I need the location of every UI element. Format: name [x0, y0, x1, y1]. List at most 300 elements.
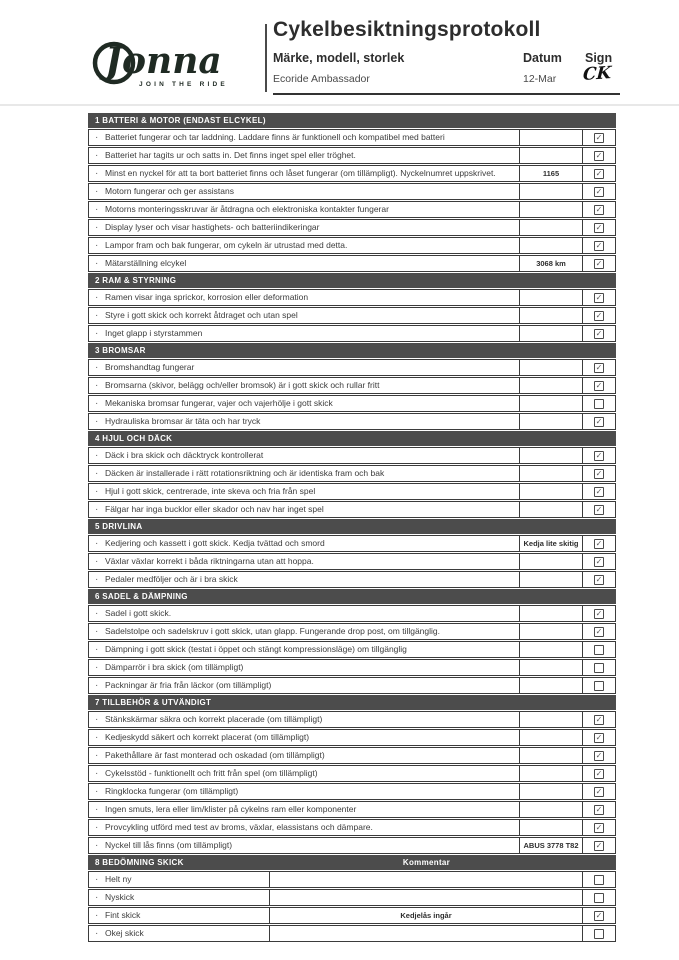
- checkbox-checked[interactable]: [594, 417, 604, 427]
- row-description: Batteriet har tagits ur och satts in. Det finns inget spel eller tröghet.: [105, 150, 356, 160]
- row-checkbox-cell: [582, 926, 615, 941]
- checkmark-icon: ✓: [595, 608, 603, 618]
- row-description-cell: [89, 606, 519, 621]
- row-checkbox-cell: [582, 184, 615, 199]
- row-comment: [519, 220, 582, 235]
- row-comment: [519, 730, 582, 745]
- section-header: [88, 343, 616, 358]
- checkmark-icon: ✓: [595, 416, 603, 426]
- checkbox-checked[interactable]: [594, 329, 604, 339]
- row-checkbox-cell: [582, 396, 615, 411]
- bullet-icon: ·: [95, 608, 99, 619]
- row-comment: [519, 448, 582, 463]
- checkmark-icon: ✓: [595, 804, 603, 814]
- row-description-cell: [89, 872, 269, 887]
- checkmark-icon: ✓: [595, 556, 603, 566]
- row-description: Lampor fram och bak fungerar, om cykeln är utrustad med detta.: [105, 240, 348, 250]
- bullet-icon: ·: [95, 928, 99, 939]
- checkbox-checked[interactable]: [594, 627, 604, 637]
- checklist-row: [88, 147, 616, 164]
- checkbox-checked[interactable]: [594, 151, 604, 161]
- row-description: Däck i bra skick och däcktryck kontrollerat: [105, 450, 264, 460]
- row-description-cell: [89, 572, 519, 587]
- checkbox-checked[interactable]: [594, 787, 604, 797]
- row-checkbox-cell: [582, 308, 615, 323]
- checkmark-icon: ✓: [595, 186, 603, 196]
- brand-model-value: Ecoride Ambassador: [273, 73, 370, 85]
- bullet-icon: ·: [95, 822, 99, 833]
- checklist-row: [88, 413, 616, 430]
- checkbox-unchecked[interactable]: [594, 875, 604, 885]
- checkbox-checked[interactable]: [594, 241, 604, 251]
- date-label: Datum: [523, 51, 562, 65]
- bullet-icon: ·: [95, 626, 99, 637]
- row-checkbox-cell: [582, 872, 615, 887]
- row-comment: 3068 km: [519, 256, 582, 271]
- row-checkbox-cell: [582, 784, 615, 799]
- checkmark-icon: ✓: [595, 768, 603, 778]
- row-description: Provcykling utförd med test av broms, växlar, elassistans och dämpare.: [105, 822, 373, 832]
- row-description: Minst en nyckel för att ta bort batteriet finns och låset fungerar (om tillämpligt). Nyckelnumret uppskrivet.: [105, 168, 496, 178]
- section-header: [88, 113, 616, 128]
- row-description-cell: [89, 838, 519, 853]
- checklist-row: [88, 483, 616, 500]
- row-description-cell: [89, 326, 519, 341]
- logo-text: Jonna: [105, 40, 222, 82]
- header-divider: [265, 24, 267, 92]
- checklist-row: [88, 925, 616, 942]
- checkmark-icon: ✓: [595, 750, 603, 760]
- checklist-row: [88, 165, 616, 182]
- row-description: Mekaniska bromsar fungerar, vajer och vajerhölje i gott skick: [105, 398, 333, 408]
- checkbox-checked[interactable]: [594, 823, 604, 833]
- checklist-row: [88, 801, 616, 818]
- section-title: 1 BATTERI & MOTOR (ENDAST ELCYKEL): [95, 116, 266, 125]
- bullet-icon: ·: [95, 150, 99, 161]
- row-description-cell: [89, 256, 519, 271]
- row-description-cell: [89, 748, 519, 763]
- row-comment: [519, 748, 582, 763]
- checklist-row: [88, 395, 616, 412]
- row-comment: [519, 360, 582, 375]
- brand-logo: [92, 22, 264, 92]
- checkmark-icon: ✓: [595, 380, 603, 390]
- row-comment: [519, 502, 582, 517]
- signature: CK: [582, 62, 612, 86]
- row-description: Cykelsstöd - funktionellt och fritt från spel (om tillämpligt): [105, 768, 318, 778]
- checkbox-checked[interactable]: [594, 733, 604, 743]
- row-description: Sadel i gott skick.: [105, 608, 172, 618]
- row-description-cell: [89, 890, 269, 905]
- row-description-cell: [89, 184, 519, 199]
- checkmark-icon: ✓: [595, 168, 603, 178]
- checkbox-checked[interactable]: [594, 557, 604, 567]
- jonna-logo-icon: [92, 22, 264, 92]
- checklist-row: [88, 307, 616, 324]
- row-checkbox-cell: [582, 624, 615, 639]
- row-description-cell: [89, 660, 519, 675]
- checklist-row: [88, 889, 616, 906]
- row-checkbox-cell: [582, 554, 615, 569]
- row-checkbox-cell: [582, 502, 615, 517]
- row-comment: [519, 784, 582, 799]
- checklist-row: [88, 571, 616, 588]
- row-checkbox-cell: [582, 484, 615, 499]
- checkmark-icon: ✓: [595, 486, 603, 496]
- checklist-row: [88, 325, 616, 342]
- checklist-row: [88, 183, 616, 200]
- checklist-row: [88, 765, 616, 782]
- bullet-icon: ·: [95, 768, 99, 779]
- row-checkbox-cell: [582, 802, 615, 817]
- checkmark-icon: ✓: [595, 840, 603, 850]
- row-description-cell: [89, 820, 519, 835]
- checklist-row: [88, 219, 616, 236]
- checkmark-icon: ✓: [595, 292, 603, 302]
- row-description: Ringklocka fungerar (om tillämpligt): [105, 786, 239, 796]
- row-checkbox-cell: [582, 256, 615, 271]
- row-description-cell: [89, 378, 519, 393]
- row-description-cell: [89, 678, 519, 693]
- bullet-icon: ·: [95, 910, 99, 921]
- checkmark-icon: ✓: [595, 222, 603, 232]
- section-title: 2 RAM & STYRNING: [95, 276, 177, 285]
- bullet-icon: ·: [95, 398, 99, 409]
- checkbox-unchecked[interactable]: [594, 663, 604, 673]
- row-checkbox-cell: [582, 766, 615, 781]
- checkmark-icon: ✓: [595, 822, 603, 832]
- row-checkbox-cell: [582, 448, 615, 463]
- checklist-row: [88, 447, 616, 464]
- bullet-icon: ·: [95, 840, 99, 851]
- checkbox-checked[interactable]: [594, 381, 604, 391]
- row-description: Däcken är installerade i rätt rotationsriktning och är identiska fram och bak: [105, 468, 385, 478]
- row-checkbox-cell: [582, 838, 615, 853]
- row-description: Helt ny: [105, 874, 132, 884]
- checkmark-icon: ✓: [595, 362, 603, 372]
- row-description-cell: [89, 926, 269, 941]
- section-header: [88, 855, 616, 870]
- row-comment: [519, 484, 582, 499]
- checkbox-unchecked[interactable]: [594, 893, 604, 903]
- checkbox-checked[interactable]: [594, 751, 604, 761]
- row-comment: [519, 148, 582, 163]
- row-description: Fint skick: [105, 910, 141, 920]
- row-checkbox-cell: [582, 466, 615, 481]
- bullet-icon: ·: [95, 680, 99, 691]
- checkmark-icon: ✓: [595, 328, 603, 338]
- bullet-icon: ·: [95, 714, 99, 725]
- logo-tagline: JOIN THE RIDE: [139, 81, 228, 88]
- checkbox-checked[interactable]: [594, 487, 604, 497]
- bullet-icon: ·: [95, 258, 99, 269]
- row-description-cell: [89, 130, 519, 145]
- row-comment: [519, 202, 582, 217]
- checklist-row: [88, 255, 616, 272]
- checklist-row: [88, 711, 616, 728]
- date-value: 12-Mar: [523, 73, 557, 85]
- checkmark-icon: ✓: [595, 240, 603, 250]
- row-comment: [269, 890, 582, 905]
- checkmark-icon: ✓: [595, 310, 603, 320]
- checkmark-icon: ✓: [595, 714, 603, 724]
- row-comment: [519, 820, 582, 835]
- row-comment: [519, 572, 582, 587]
- row-checkbox-cell: [582, 378, 615, 393]
- row-checkbox-cell: [582, 220, 615, 235]
- row-comment: [519, 678, 582, 693]
- row-comment: [519, 414, 582, 429]
- row-checkbox-cell: [582, 414, 615, 429]
- row-description: Motorn fungerar och ger assistans: [105, 186, 234, 196]
- row-comment: [519, 396, 582, 411]
- checkbox-checked[interactable]: [594, 805, 604, 815]
- row-comment: [519, 308, 582, 323]
- row-checkbox-cell: [582, 326, 615, 341]
- row-comment: [519, 802, 582, 817]
- section-title: 5 DRIVLINA: [95, 522, 143, 531]
- row-comment: [519, 606, 582, 621]
- section-header: [88, 431, 616, 446]
- row-comment: [519, 238, 582, 253]
- bullet-icon: ·: [95, 362, 99, 373]
- checkbox-checked[interactable]: [594, 223, 604, 233]
- bullet-icon: ·: [95, 504, 99, 515]
- row-comment: [519, 378, 582, 393]
- row-comment: [519, 326, 582, 341]
- bullet-icon: ·: [95, 486, 99, 497]
- checklist-row: [88, 623, 616, 640]
- checkbox-checked[interactable]: [594, 363, 604, 373]
- row-checkbox-cell: [582, 148, 615, 163]
- bullet-icon: ·: [95, 804, 99, 815]
- row-comment: [519, 712, 582, 727]
- row-comment: [519, 624, 582, 639]
- row-description: Motorns monteringsskruvar är åtdragna och elektroniska kontakter fungerar: [105, 204, 389, 214]
- row-comment: [519, 130, 582, 145]
- checkmark-icon: ✓: [595, 204, 603, 214]
- row-description-cell: [89, 448, 519, 463]
- checklist-row: [88, 377, 616, 394]
- row-description-cell: [89, 290, 519, 305]
- section-title: 3 BROMSAR: [95, 346, 146, 355]
- page-title: Cykelbesiktningsprotokoll: [273, 18, 541, 41]
- row-checkbox-cell: [582, 536, 615, 551]
- checkbox-checked[interactable]: [594, 911, 604, 921]
- row-comment: [519, 766, 582, 781]
- bullet-icon: ·: [95, 538, 99, 549]
- checklist-row: [88, 605, 616, 622]
- row-description: Bromshandtag fungerar: [105, 362, 195, 372]
- row-comment: [519, 184, 582, 199]
- row-description: Kedjering och kassett i gott skick. Kedja tvättad och smord: [105, 538, 325, 548]
- checkbox-checked[interactable]: [594, 187, 604, 197]
- row-checkbox-cell: [582, 202, 615, 217]
- row-description-cell: [89, 802, 519, 817]
- row-description-cell: [89, 414, 519, 429]
- checkbox-checked[interactable]: [594, 505, 604, 515]
- checkmark-icon: ✓: [595, 258, 603, 268]
- row-description-cell: [89, 536, 519, 551]
- checkbox-checked[interactable]: [594, 575, 604, 585]
- row-comment: [519, 466, 582, 481]
- bullet-icon: ·: [95, 186, 99, 197]
- section-title: 7 TILLBEHÖR & UTVÄNDIGT: [95, 698, 212, 707]
- row-comment: [519, 290, 582, 305]
- row-comment: [269, 872, 582, 887]
- checkbox-unchecked[interactable]: [594, 681, 604, 691]
- row-description: Inget glapp i styrstammen: [105, 328, 203, 338]
- checkbox-checked[interactable]: [594, 539, 604, 549]
- checkbox-unchecked[interactable]: [594, 645, 604, 655]
- row-description: Pakethållare är fast monterad och oskadad (om tillämpligt): [105, 750, 325, 760]
- row-description: Dämparrör i bra skick (om tillämpligt): [105, 662, 244, 672]
- section-header: [88, 695, 616, 710]
- checkbox-checked[interactable]: [594, 133, 604, 143]
- row-comment: [519, 660, 582, 675]
- row-description: Bromsarna (skivor, belägg och/eller bromsok) är i gott skick och rullar fritt: [105, 380, 380, 390]
- checkbox-checked[interactable]: [594, 293, 604, 303]
- row-description-cell: [89, 308, 519, 323]
- row-checkbox-cell: [582, 238, 615, 253]
- bullet-icon: ·: [95, 450, 99, 461]
- row-description-cell: [89, 908, 269, 923]
- bullet-icon: ·: [95, 310, 99, 321]
- row-checkbox-cell: [582, 130, 615, 145]
- row-description-cell: [89, 554, 519, 569]
- row-description: Nyskick: [105, 892, 135, 902]
- checklist-row: [88, 465, 616, 482]
- checkbox-unchecked[interactable]: [594, 399, 604, 409]
- sign-label: Sign: [585, 51, 613, 65]
- section-header: [88, 519, 616, 534]
- bullet-icon: ·: [95, 204, 99, 215]
- row-description-cell: [89, 784, 519, 799]
- row-comment: ABUS 3778 T82: [519, 838, 582, 853]
- checkmark-icon: ✓: [595, 538, 603, 548]
- checkbox-checked[interactable]: [594, 841, 604, 851]
- section-title: 4 HJUL OCH DÄCK: [95, 434, 173, 443]
- row-checkbox-cell: [582, 166, 615, 181]
- bullet-icon: ·: [95, 380, 99, 391]
- checkbox-checked[interactable]: [594, 205, 604, 215]
- row-checkbox-cell: [582, 660, 615, 675]
- row-comment: [269, 926, 582, 941]
- row-checkbox-cell: [582, 360, 615, 375]
- checkbox-checked[interactable]: [594, 311, 604, 321]
- row-checkbox-cell: [582, 712, 615, 727]
- row-description-cell: [89, 396, 519, 411]
- comment-column-header: Kommentar: [402, 858, 451, 867]
- bullet-icon: ·: [95, 468, 99, 479]
- checkbox-checked[interactable]: [594, 609, 604, 619]
- checklist-row: [88, 837, 616, 854]
- header-rule: [273, 93, 620, 95]
- bullet-icon: ·: [95, 292, 99, 303]
- checkmark-icon: ✓: [595, 132, 603, 142]
- row-comment: [519, 642, 582, 657]
- checklist-row: [88, 501, 616, 518]
- row-description-cell: [89, 712, 519, 727]
- checkmark-icon: ✓: [595, 910, 603, 920]
- row-description: Mätarställning elcykel: [105, 258, 187, 268]
- checkbox-checked[interactable]: [594, 469, 604, 479]
- section-title: 6 SADEL & DÄMPNING: [95, 592, 188, 601]
- row-description: Styre i gott skick och korrekt åtdraget och utan spel: [105, 310, 298, 320]
- checklist-row: [88, 747, 616, 764]
- bullet-icon: ·: [95, 222, 99, 233]
- row-description: Okej skick: [105, 928, 144, 938]
- row-description: Fälgar har inga bucklor eller skador och nav har inget spel: [105, 504, 324, 514]
- checkbox-checked[interactable]: [594, 169, 604, 179]
- inspection-checklist: [88, 113, 616, 943]
- checklist-row: [88, 907, 616, 924]
- bullet-icon: ·: [95, 750, 99, 761]
- row-comment: 1165: [519, 166, 582, 181]
- checkbox-checked[interactable]: [594, 715, 604, 725]
- row-description: Pedaler medföljer och är i bra skick: [105, 574, 238, 584]
- row-description-cell: [89, 624, 519, 639]
- bullet-icon: ·: [95, 892, 99, 903]
- row-description-cell: [89, 484, 519, 499]
- row-description-cell: [89, 730, 519, 745]
- row-comment: [519, 554, 582, 569]
- bullet-icon: ·: [95, 556, 99, 567]
- checkmark-icon: ✓: [595, 450, 603, 460]
- row-description: Nyckel till lås finns (om tillämpligt): [105, 840, 233, 850]
- row-description-cell: [89, 166, 519, 181]
- row-description-cell: [89, 148, 519, 163]
- bullet-icon: ·: [95, 786, 99, 797]
- row-checkbox-cell: [582, 678, 615, 693]
- checkmark-icon: ✓: [595, 150, 603, 160]
- row-comment: Kedjelås ingår: [269, 908, 582, 923]
- bullet-icon: ·: [95, 240, 99, 251]
- checkbox-checked[interactable]: [594, 259, 604, 269]
- bullet-icon: ·: [95, 644, 99, 655]
- row-description-cell: [89, 466, 519, 481]
- checkbox-checked[interactable]: [594, 451, 604, 461]
- checkbox-unchecked[interactable]: [594, 929, 604, 939]
- row-description-cell: [89, 360, 519, 375]
- checklist-row: [88, 289, 616, 306]
- bullet-icon: ·: [95, 662, 99, 673]
- row-description: Sadelstolpe och sadelskruv i gott skick, utan glapp. Fungerande drop post, om tillgänglig.: [105, 626, 441, 636]
- page-divider: [0, 104, 679, 106]
- checklist-row: [88, 729, 616, 746]
- checklist-row: [88, 659, 616, 676]
- checklist-row: [88, 553, 616, 570]
- checkbox-checked[interactable]: [594, 769, 604, 779]
- bullet-icon: ·: [95, 416, 99, 427]
- row-description: Växlar växlar korrekt i båda riktningarna utan att hoppa.: [105, 556, 314, 566]
- row-description-cell: [89, 502, 519, 517]
- row-description: Ramen visar inga sprickor, korrosion eller deformation: [105, 292, 309, 302]
- bullet-icon: ·: [95, 168, 99, 179]
- row-description: Hydrauliska bromsar är täta och har tryck: [105, 416, 261, 426]
- row-description: Kedjeskydd säkert och korrekt placerat (om tillämpligt): [105, 732, 310, 742]
- row-checkbox-cell: [582, 820, 615, 835]
- checklist-row: [88, 871, 616, 888]
- bullet-icon: ·: [95, 328, 99, 339]
- row-description-cell: [89, 220, 519, 235]
- row-description: Dämpning i gott skick (testat i öppet och stängt kompressionsläge) om tillgänglig: [105, 644, 407, 654]
- checklist-row: [88, 677, 616, 694]
- checklist-row: [88, 237, 616, 254]
- row-description: Packningar är fria från läckor (om tillämpligt): [105, 680, 272, 690]
- checkmark-icon: ✓: [595, 626, 603, 636]
- row-description: Stänkskärmar säkra och korrekt placerade (om tillämpligt): [105, 714, 323, 724]
